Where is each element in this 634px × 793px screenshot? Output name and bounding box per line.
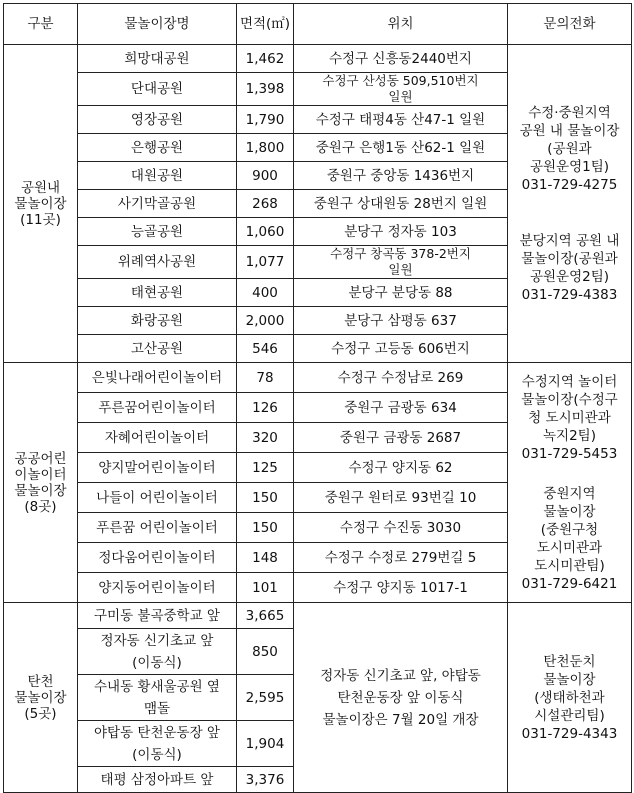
facility-name: 나들이 어린이놀이터 bbox=[78, 483, 237, 513]
header-category: 구분 bbox=[4, 4, 78, 45]
contact-cell-tancheon: 탄천둔치 물놀이장 (생태하천과 시설관리팀) 031-729-4343 bbox=[508, 603, 632, 793]
water-play-table-wrapper bbox=[3, 3, 632, 793]
contact-cell-playground bbox=[508, 363, 632, 603]
facility-location: 분당구 삼평동 637 bbox=[294, 307, 508, 335]
facility-name: 위례역사공원 bbox=[78, 246, 237, 279]
facility-area: 150 bbox=[237, 483, 294, 513]
header-location: 위치 bbox=[294, 4, 508, 45]
facility-area: 1,398 bbox=[237, 73, 294, 106]
facility-area: 101 bbox=[237, 573, 294, 603]
facility-name: 푸른꿈 어린이놀이터 bbox=[78, 513, 237, 543]
facility-location: 중원구 은행1동 산62-1 일원 bbox=[294, 134, 508, 162]
facility-name: 푸른꿈어린이놀이터 bbox=[78, 393, 237, 423]
contact-cell-park bbox=[508, 45, 632, 363]
facility-area: 400 bbox=[237, 279, 294, 307]
facility-location: 수정구 고등동 606번지 bbox=[294, 335, 508, 363]
facility-name: 능골공원 bbox=[78, 218, 237, 246]
facility-location: 수정구 양지동 62 bbox=[294, 453, 508, 483]
facility-location: 수정구 수정로 279번길 5 bbox=[294, 543, 508, 573]
facility-area: 1,060 bbox=[237, 218, 294, 246]
facility-location: 수정구 수정남로 269 bbox=[294, 363, 508, 393]
facility-location: 중원구 중앙동 1436번지 bbox=[294, 162, 508, 190]
facility-location: 수정구 태평4동 산47-1 일원 bbox=[294, 106, 508, 134]
water-play-facility-table bbox=[3, 3, 632, 793]
facility-name: 단대공원 bbox=[78, 73, 237, 106]
facility-location: 수정구 수진동 3030 bbox=[294, 513, 508, 543]
tancheon-location-note: 정자동 신기초교 앞, 야탑동 탄천운동장 앞 이동식 물놀이장은 7월 20일 개장 bbox=[294, 603, 508, 793]
facility-name: 자혜어린이놀이터 bbox=[78, 423, 237, 453]
facility-area: 546 bbox=[237, 335, 294, 363]
facility-area: 1,904 bbox=[237, 721, 294, 767]
facility-area: 1,077 bbox=[237, 246, 294, 279]
facility-location: 분당구 정자동 103 bbox=[294, 218, 508, 246]
table-row bbox=[4, 603, 632, 629]
facility-area: 320 bbox=[237, 423, 294, 453]
facility-name: 화랑공원 bbox=[78, 307, 237, 335]
header-name: 물놀이장명 bbox=[78, 4, 237, 45]
table-row bbox=[4, 45, 632, 73]
facility-location: 수정구 창곡동 378-2번지 일원 bbox=[294, 246, 508, 279]
facility-area: 900 bbox=[237, 162, 294, 190]
facility-area: 1,800 bbox=[237, 134, 294, 162]
facility-name: 양지말어린이놀이터 bbox=[78, 453, 237, 483]
facility-area: 1,790 bbox=[237, 106, 294, 134]
facility-location: 수정구 양지동 1017-1 bbox=[294, 573, 508, 603]
facility-area: 150 bbox=[237, 513, 294, 543]
facility-area: 2,000 bbox=[237, 307, 294, 335]
facility-location: 중원구 금광동 2687 bbox=[294, 423, 508, 453]
header-contact: 문의전화 bbox=[508, 4, 632, 45]
facility-area: 2,595 bbox=[237, 675, 294, 721]
table-row bbox=[4, 363, 632, 393]
facility-name: 은빛나래어린이놀이터 bbox=[78, 363, 237, 393]
facility-area: 125 bbox=[237, 453, 294, 483]
category-cell-tancheon: 탄천 물놀이장 (5곳) bbox=[4, 603, 78, 793]
facility-name: 태평 삼정아파트 앞 bbox=[78, 767, 237, 793]
facility-area: 850 bbox=[237, 629, 294, 675]
facility-name: 영장공원 bbox=[78, 106, 237, 134]
facility-location: 분당구 분당동 88 bbox=[294, 279, 508, 307]
facility-name: 은행공원 bbox=[78, 134, 237, 162]
header-area: 면적(㎡) bbox=[237, 4, 294, 45]
facility-location: 중원구 금광동 634 bbox=[294, 393, 508, 423]
contact-playground-sujung: 수정지역 놀이터 물놀이장(수정구 청 도시미관과 녹지2팀) 031-729-5453 bbox=[521, 373, 618, 462]
facility-area: 3,665 bbox=[237, 603, 294, 629]
contact-park-sujung-jungwon: 수정·중원지역 공원 내 물놀이장 (공원과 공원운영1팀) 031-729-4275 bbox=[519, 104, 620, 193]
facility-name: 양지동어린이놀이터 bbox=[78, 573, 237, 603]
facility-name: 야탑동 탄천운동장 앞 (이동식) bbox=[78, 721, 237, 767]
facility-name: 사기막골공원 bbox=[78, 190, 237, 218]
facility-name: 태현공원 bbox=[78, 279, 237, 307]
facility-name: 정다움어린이놀이터 bbox=[78, 543, 237, 573]
facility-name: 고산공원 bbox=[78, 335, 237, 363]
facility-location: 수정구 신흥동2440번지 bbox=[294, 45, 508, 73]
facility-location: 수정구 산성동 509,510번지 일원 bbox=[294, 73, 508, 106]
facility-name: 희망대공원 bbox=[78, 45, 237, 73]
facility-area: 78 bbox=[237, 363, 294, 393]
category-cell-park: 공원내 물놀이장 (11곳) bbox=[4, 45, 78, 363]
facility-name: 수내동 황새울공원 옆 맴돌 bbox=[78, 675, 237, 721]
facility-location: 중원구 원터로 93번길 10 bbox=[294, 483, 508, 513]
contact-park-bundang: 분당지역 공원 내 물놀이장(공원과 공원운영2팀) 031-729-4383 bbox=[519, 232, 620, 303]
facility-area: 126 bbox=[237, 393, 294, 423]
contact-playground-jungwon: 중원지역 물놀이장 (중원구청 도시미관과 도시미관팀) 031-729-6421 bbox=[521, 485, 618, 592]
facility-name: 구미동 불곡중학교 앞 bbox=[78, 603, 237, 629]
facility-area: 148 bbox=[237, 543, 294, 573]
facility-location: 중원구 상대원동 28번지 일원 bbox=[294, 190, 508, 218]
header-row bbox=[4, 4, 632, 45]
facility-name: 대원공원 bbox=[78, 162, 237, 190]
facility-area: 3,376 bbox=[237, 767, 294, 793]
facility-name: 정자동 신기초교 앞 (이동식) bbox=[78, 629, 237, 675]
contact-spacer bbox=[510, 194, 629, 232]
facility-area: 268 bbox=[237, 190, 294, 218]
contact-spacer bbox=[510, 463, 629, 485]
category-cell-playground: 공공어린 이놀이터 물놀이장 (8곳) bbox=[4, 363, 78, 603]
facility-area: 1,462 bbox=[237, 45, 294, 73]
